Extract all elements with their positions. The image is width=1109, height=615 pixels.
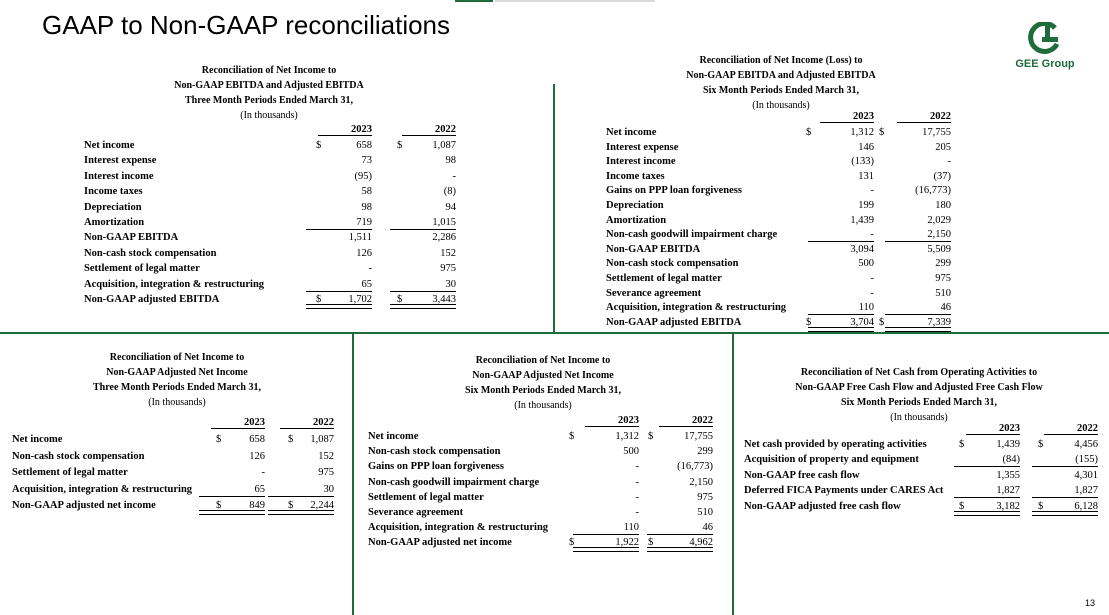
value-2022: 2,150 xyxy=(899,227,951,242)
year-header: 2023 xyxy=(834,111,874,122)
row-label: Acquisition, integration & restructuring xyxy=(12,483,193,495)
row-label: Net cash provided by operating activities xyxy=(744,439,927,450)
value-2022: 975 xyxy=(697,491,713,503)
table-ebitda-six-month xyxy=(606,53,956,333)
row-label: Interest income xyxy=(84,170,154,182)
value-2023: 658 xyxy=(249,434,265,445)
value-2023: (84) xyxy=(968,452,1020,467)
heading-line: Non-GAAP Adjusted Net Income xyxy=(472,370,614,381)
dollar-sign: $ xyxy=(316,294,322,305)
row-label: Interest expense xyxy=(84,155,157,167)
row-label: Non-cash stock compensation xyxy=(84,247,217,259)
table-row xyxy=(606,271,956,286)
table-row xyxy=(606,315,956,330)
year-header: 2022 xyxy=(1058,423,1098,434)
row-label: Non-cash stock compensation xyxy=(606,258,739,270)
row-label: Interest expense xyxy=(606,141,679,153)
dollar-sign: $ xyxy=(879,316,885,328)
value-2022: 17,755 xyxy=(684,431,713,442)
table-row xyxy=(744,452,1099,467)
value-2023: 3,182 xyxy=(968,499,1020,514)
heading-line: Reconciliation of Net Cash from Operating Activities to xyxy=(800,367,1038,378)
table-heading xyxy=(744,365,1094,425)
row-label: Acquisition of property and equipment xyxy=(744,454,919,466)
value-2022: (8) xyxy=(443,186,456,198)
dollar-sign: $ xyxy=(569,431,575,442)
value-2022: 7,339 xyxy=(899,315,951,330)
top-accent-bar xyxy=(455,0,655,2)
value-2022: (155) xyxy=(1046,452,1098,467)
row-label: Acquisition, integration & restructuring xyxy=(84,278,265,290)
value-2023: 1,702 xyxy=(320,292,372,307)
table-row xyxy=(744,437,1099,452)
value-2022: 2,286 xyxy=(432,232,456,244)
value-2022: 30 xyxy=(404,277,456,292)
value-2022: 46 xyxy=(899,300,951,315)
year-header: 2023 xyxy=(599,415,639,426)
units-note: (In thousands) xyxy=(514,400,572,411)
value-2023: 1,439 xyxy=(850,214,874,226)
value-2022: 1,087 xyxy=(432,140,456,151)
table-row xyxy=(368,505,718,520)
heading-line: Reconciliation of Net Income (Loss) to xyxy=(699,55,863,66)
dollar-sign: $ xyxy=(569,537,575,549)
value-2022: 1,087 xyxy=(310,434,334,445)
divider-bottom-right-vertical xyxy=(732,332,734,615)
value-2023: - xyxy=(870,287,874,299)
row-label: Non-GAAP adjusted net income xyxy=(368,537,512,549)
dollar-sign: $ xyxy=(879,127,885,138)
table-row xyxy=(368,459,718,474)
table-row xyxy=(606,213,956,228)
row-label: Severance agreement xyxy=(368,507,464,518)
row-label: Depreciation xyxy=(84,201,142,213)
value-2022: 152 xyxy=(440,247,456,259)
value-2023: (95) xyxy=(354,170,372,182)
table-row xyxy=(606,242,956,257)
table-row xyxy=(12,465,347,480)
row-label: Settlement of legal matter xyxy=(368,491,484,503)
row-label: Net income xyxy=(606,127,657,138)
row-label: Deferred FICA Payments under CARES Act xyxy=(744,485,944,497)
dollar-sign: $ xyxy=(216,434,222,445)
row-label: Settlement of legal matter xyxy=(606,273,722,284)
value-2022: 98 xyxy=(445,155,456,167)
value-2023: 1,312 xyxy=(850,127,874,138)
row-label: Settlement of legal matter xyxy=(84,263,200,275)
dollar-sign: $ xyxy=(648,431,654,442)
table-row xyxy=(12,432,347,447)
value-2022: 17,755 xyxy=(922,127,951,138)
row-label: Non-GAAP EBITDA xyxy=(84,232,179,244)
table-row xyxy=(368,535,718,550)
heading-line: Six Month Periods Ended March 31, xyxy=(703,85,859,96)
value-2022: 4,962 xyxy=(661,535,713,550)
table-row xyxy=(606,183,956,198)
dollar-sign: $ xyxy=(1038,500,1044,512)
table-row xyxy=(606,125,956,140)
value-2022: 299 xyxy=(935,258,951,270)
units-note: (In thousands) xyxy=(148,397,206,408)
value-2023: 65 xyxy=(213,482,265,497)
value-2023: - xyxy=(635,507,639,518)
heading-line: Six Month Periods Ended March 31, xyxy=(841,397,997,408)
row-label: Settlement of legal matter xyxy=(12,467,128,479)
table-heading xyxy=(368,353,718,413)
value-2023: 65 xyxy=(320,277,372,292)
value-2023: 1,312 xyxy=(615,431,639,442)
table-row xyxy=(84,184,464,199)
value-2022: 975 xyxy=(318,467,334,479)
value-2023: 110 xyxy=(822,300,874,315)
value-2023: - xyxy=(635,476,639,488)
row-label: Non-GAAP adjusted EBITDA xyxy=(606,316,742,328)
value-2022: 510 xyxy=(935,287,951,299)
row-label: Non-GAAP adjusted free cash flow xyxy=(744,500,901,512)
year-header: 2022 xyxy=(673,415,713,426)
value-2022: 205 xyxy=(935,141,951,153)
value-2023: 658 xyxy=(356,140,372,151)
table-row xyxy=(84,246,464,261)
table-row xyxy=(606,256,956,271)
gee-logo-icon xyxy=(1025,22,1065,56)
table-ebitda-three-month xyxy=(84,63,464,313)
value-2023: 110 xyxy=(587,520,639,535)
row-label: Income taxes xyxy=(606,170,665,182)
value-2023: 126 xyxy=(356,247,372,259)
table-heading xyxy=(606,53,956,113)
heading-line: Six Month Periods Ended March 31, xyxy=(465,385,621,396)
table-row xyxy=(12,498,347,513)
row-label: Net income xyxy=(84,140,135,151)
dollar-sign: $ xyxy=(1038,439,1044,450)
dollar-sign: $ xyxy=(806,316,812,328)
value-2022: 30 xyxy=(282,482,334,497)
dollar-sign: $ xyxy=(316,140,322,151)
table-row xyxy=(368,475,718,490)
heading-line: Non-GAAP EBITDA and Adjusted EBITDA xyxy=(686,70,876,81)
value-2023: 3,704 xyxy=(822,315,874,330)
table-row xyxy=(744,483,1099,498)
row-label: Non-cash stock compensation xyxy=(368,446,501,458)
table-row xyxy=(606,198,956,213)
year-header: 2022 xyxy=(294,417,334,428)
heading-line: Non-GAAP Free Cash Flow and Adjusted Free Cash Flow xyxy=(795,382,1043,393)
value-2022: (16,773) xyxy=(915,185,951,197)
dollar-sign: $ xyxy=(648,537,654,549)
value-2022: 94 xyxy=(445,201,456,213)
row-label: Severance agreement xyxy=(606,287,702,299)
row-label: Income taxes xyxy=(84,186,143,198)
table-row xyxy=(84,230,464,245)
units-note: (In thousands) xyxy=(240,110,298,121)
value-2022: (16,773) xyxy=(677,461,713,473)
value-2023: - xyxy=(822,227,874,242)
table-row xyxy=(606,154,956,169)
row-label: Gains on PPP loan forgiveness xyxy=(368,461,504,473)
row-label: Non-cash goodwill impairment charge xyxy=(606,229,778,241)
table-row xyxy=(84,277,464,292)
heading-line: Non-GAAP Adjusted Net Income xyxy=(106,367,248,378)
value-2023: 131 xyxy=(858,170,874,182)
row-label: Amortization xyxy=(84,217,145,228)
value-2022: 4,456 xyxy=(1074,439,1098,450)
value-2023: 1,511 xyxy=(348,232,372,244)
value-2022: 299 xyxy=(697,446,713,458)
year-header: 2023 xyxy=(225,417,265,428)
value-2023: 73 xyxy=(361,155,372,167)
table-row xyxy=(606,140,956,155)
table-row xyxy=(368,429,718,444)
value-2023: - xyxy=(870,185,874,197)
row-label: Interest income xyxy=(606,156,676,168)
heading-line: Non-GAAP EBITDA and Adjusted EBITDA xyxy=(174,80,364,91)
dollar-sign: $ xyxy=(288,434,294,445)
year-header: 2022 xyxy=(416,124,456,135)
table-row xyxy=(84,200,464,215)
table-row xyxy=(606,300,956,315)
value-2023: - xyxy=(635,461,639,473)
value-2022: 2,150 xyxy=(689,476,713,488)
value-2023: - xyxy=(870,273,874,284)
value-2023: - xyxy=(368,263,372,275)
table-row xyxy=(368,444,718,459)
value-2023: - xyxy=(635,491,639,503)
value-2022: 1,015 xyxy=(404,215,456,230)
value-2023: 1,355 xyxy=(996,469,1020,481)
heading-line: Three Month Periods Ended March 31, xyxy=(185,95,353,106)
value-2023: 500 xyxy=(623,446,639,458)
value-2022: 510 xyxy=(697,507,713,518)
table-row xyxy=(368,520,718,535)
row-label: Non-GAAP adjusted EBITDA xyxy=(84,294,220,305)
row-label: Non-GAAP adjusted net income xyxy=(12,500,156,512)
heading-line: Reconciliation of Net Income to xyxy=(475,355,611,366)
value-2022: 180 xyxy=(935,200,951,211)
table-adjusted-net-income-six-month xyxy=(368,353,718,553)
dollar-sign: $ xyxy=(397,294,403,305)
page-number: 13 xyxy=(1085,598,1096,608)
value-2023: 849 xyxy=(213,498,265,513)
divider-bottom-left-vertical xyxy=(352,332,354,615)
value-2023: 1,922 xyxy=(587,535,639,550)
heading-line: Reconciliation of Net Income to xyxy=(201,65,337,76)
table-row xyxy=(606,169,956,184)
table-row xyxy=(606,227,956,242)
value-2022: 2,029 xyxy=(927,214,951,226)
value-2022: 5,509 xyxy=(927,243,951,255)
table-adjusted-net-income-three-month xyxy=(12,350,347,520)
table-heading xyxy=(84,63,454,123)
heading-line: Reconciliation of Net Income to xyxy=(109,352,245,363)
heading-line: Three Month Periods Ended March 31, xyxy=(93,382,261,393)
value-2023: 1,439 xyxy=(996,439,1020,450)
table-row xyxy=(744,468,1099,483)
table-row xyxy=(84,153,464,168)
row-label: Non-cash stock compensation xyxy=(12,450,145,462)
year-header: 2022 xyxy=(911,111,951,122)
value-2023: 58 xyxy=(361,186,372,198)
dollar-sign: $ xyxy=(959,500,965,512)
row-label: Acquisition, integration & restructuring xyxy=(368,522,549,534)
table-free-cash-flow xyxy=(744,365,1099,515)
dollar-sign: $ xyxy=(959,439,965,450)
value-2022: 46 xyxy=(661,520,713,535)
row-label: Non-GAAP EBITDA xyxy=(606,243,701,255)
slide-title: GAAP to Non-GAAP reconciliations xyxy=(42,10,451,40)
gee-group-logo xyxy=(1010,22,1080,74)
value-2023: 3,094 xyxy=(850,243,874,255)
value-2023: 199 xyxy=(858,200,874,211)
value-2022: 1,827 xyxy=(1046,483,1098,498)
row-label: Acquisition, integration & restructuring xyxy=(606,302,787,314)
row-label: Non-GAAP free cash flow xyxy=(744,469,860,481)
row-label: Depreciation xyxy=(606,200,664,211)
units-note: (In thousands) xyxy=(890,412,948,423)
value-2023: - xyxy=(261,467,265,479)
row-label: Gains on PPP loan forgiveness xyxy=(606,185,742,197)
value-2022: - xyxy=(947,156,951,168)
row-label: Amortization xyxy=(606,214,667,226)
table-row xyxy=(12,449,347,464)
year-header: 2023 xyxy=(332,124,372,135)
dollar-sign: $ xyxy=(288,500,294,512)
table-row xyxy=(606,286,956,301)
value-2022: 6,128 xyxy=(1046,499,1098,514)
value-2022: 975 xyxy=(935,273,951,284)
table-heading xyxy=(12,350,342,410)
value-2023: 98 xyxy=(361,201,372,213)
value-2023: 719 xyxy=(320,215,372,230)
row-label: Non-cash goodwill impairment charge xyxy=(368,476,540,488)
value-2022: 4,301 xyxy=(1074,469,1098,481)
logo-text: GEE Group xyxy=(1015,58,1075,70)
table-row xyxy=(84,169,464,184)
divider-top-vertical xyxy=(553,84,555,332)
dollar-sign: $ xyxy=(216,500,222,512)
row-label: Net income xyxy=(368,431,419,442)
row-label: Net income xyxy=(12,434,63,445)
table-row xyxy=(84,292,464,307)
value-2023: 126 xyxy=(249,450,265,462)
value-2022: 3,443 xyxy=(404,292,456,307)
table-row xyxy=(84,215,464,230)
value-2022: 2,244 xyxy=(282,498,334,513)
year-header: 2023 xyxy=(980,423,1020,434)
table-row xyxy=(84,261,464,276)
table-row xyxy=(12,482,347,497)
table-row xyxy=(744,499,1099,514)
value-2023: 1,827 xyxy=(968,483,1020,498)
table-row xyxy=(368,490,718,505)
units-note: (In thousands) xyxy=(752,100,810,111)
dollar-sign: $ xyxy=(806,127,812,138)
value-2023: 146 xyxy=(858,141,874,153)
value-2022: 152 xyxy=(318,450,334,462)
value-2022: (37) xyxy=(933,170,951,182)
value-2023: (133) xyxy=(851,156,874,168)
table-row xyxy=(84,138,464,153)
dollar-sign: $ xyxy=(397,140,403,151)
value-2022: 975 xyxy=(440,263,456,275)
value-2022: - xyxy=(452,170,456,182)
value-2023: 500 xyxy=(858,258,874,270)
